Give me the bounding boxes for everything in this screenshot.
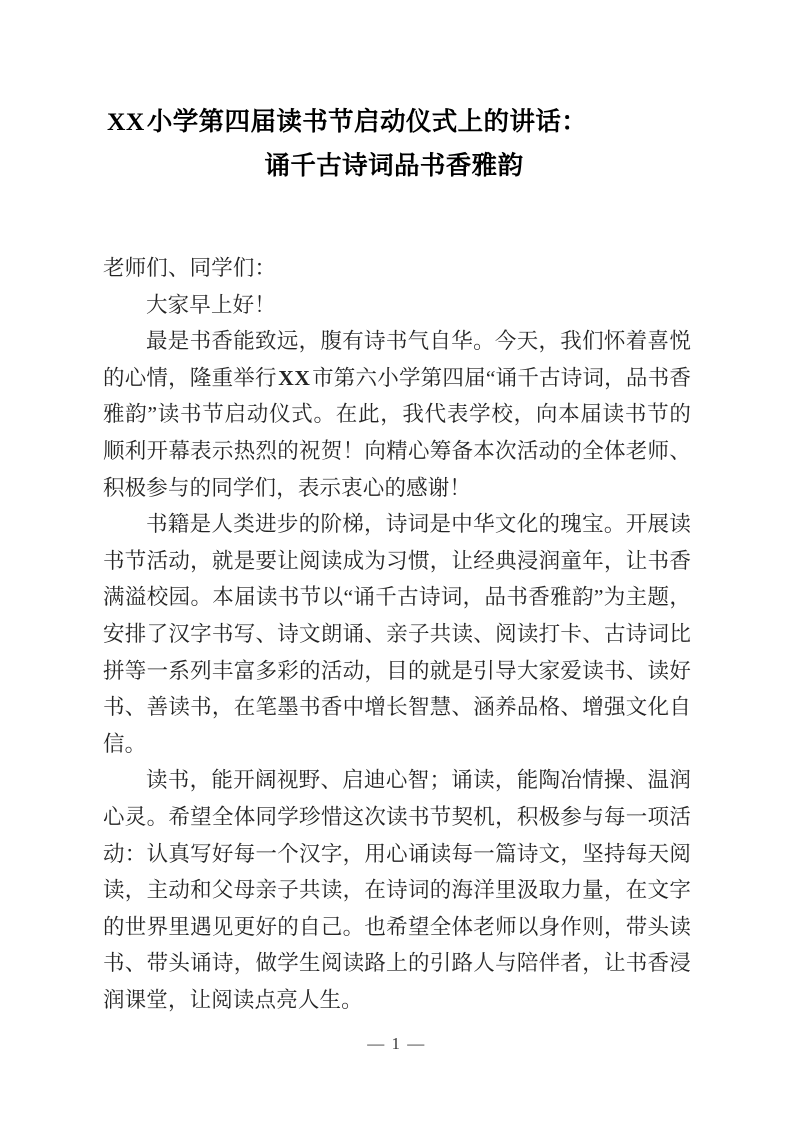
- title-line-2: 诵千古诗词品书香雅韵: [264, 152, 524, 180]
- paragraph-welcome-seg-0: 最是书香能致远，腹有诗书气自华。今天，我们怀着喜悦的心情，隆重举行: [103, 329, 691, 390]
- paragraph-welcome-latin: XX: [278, 365, 311, 390]
- title-latin-prefix: XX: [107, 107, 145, 136]
- document-content: [103, 100, 691, 1018]
- paragraph-welcome-seg-2: 市第六小学第四届“诵千古诗词，品书香雅韵”读书节启动仪式。在此，我代表学校，向本届读书节的顺利开幕表示热烈的祝贺！向精心筹备本次活动的全体老师、积极参与的同学们，表示衷心的感谢！: [103, 365, 691, 500]
- paragraph-hope-seg-0: 读书，能开阔视野、启迪心智；诵读，能陶冶情操、温润心灵。希望全体同学珍惜这次读书节契机，积极参与每一项活动：认真写好每一个汉字，用心诵读每一篇诗文，坚持每天阅读，主动和父母亲子共读，在诗词的海洋里汲取力量，在文字的世界里遇见更好的自己。也希望全体老师以身作则，带头读书、带头诵诗，做学生阅读路上的引路人与陪伴者，让书香浸润课堂，让阅读点亮人生。: [103, 768, 691, 1012]
- paragraph-theme: [103, 506, 691, 762]
- paragraph-welcome: [103, 323, 691, 506]
- paragraph-theme-seg-0: 书籍是人类进步的阶梯，诗词是中华文化的瑰宝。开展读书节活动，就是要让阅读成为习惯，让经典浸润童年，让书香满溢校园。本届读书节以“诵千古诗词，品书香雅韵”为主题，安排了汉字书写、诗文朗诵、亲子共读、阅读打卡、古诗词比拼等一系列丰富多彩的活动，目的就是引导大家爱读书、读好书、善读书，在笔墨书香中增长智慧、涵养品格、增强文化自信。: [103, 512, 691, 756]
- salutation: 老师们、同学们：: [103, 256, 277, 280]
- page-number-footer: — 1 —: [367, 1034, 426, 1053]
- greeting: 大家早上好！: [146, 292, 276, 317]
- paragraph-hope: [103, 762, 691, 1018]
- title-line-1-text: 小学第四届读书节启动仪式上的讲话：: [146, 108, 588, 136]
- document-body: [103, 250, 691, 1018]
- page-title: [103, 100, 691, 188]
- title-line-1: [107, 100, 691, 144]
